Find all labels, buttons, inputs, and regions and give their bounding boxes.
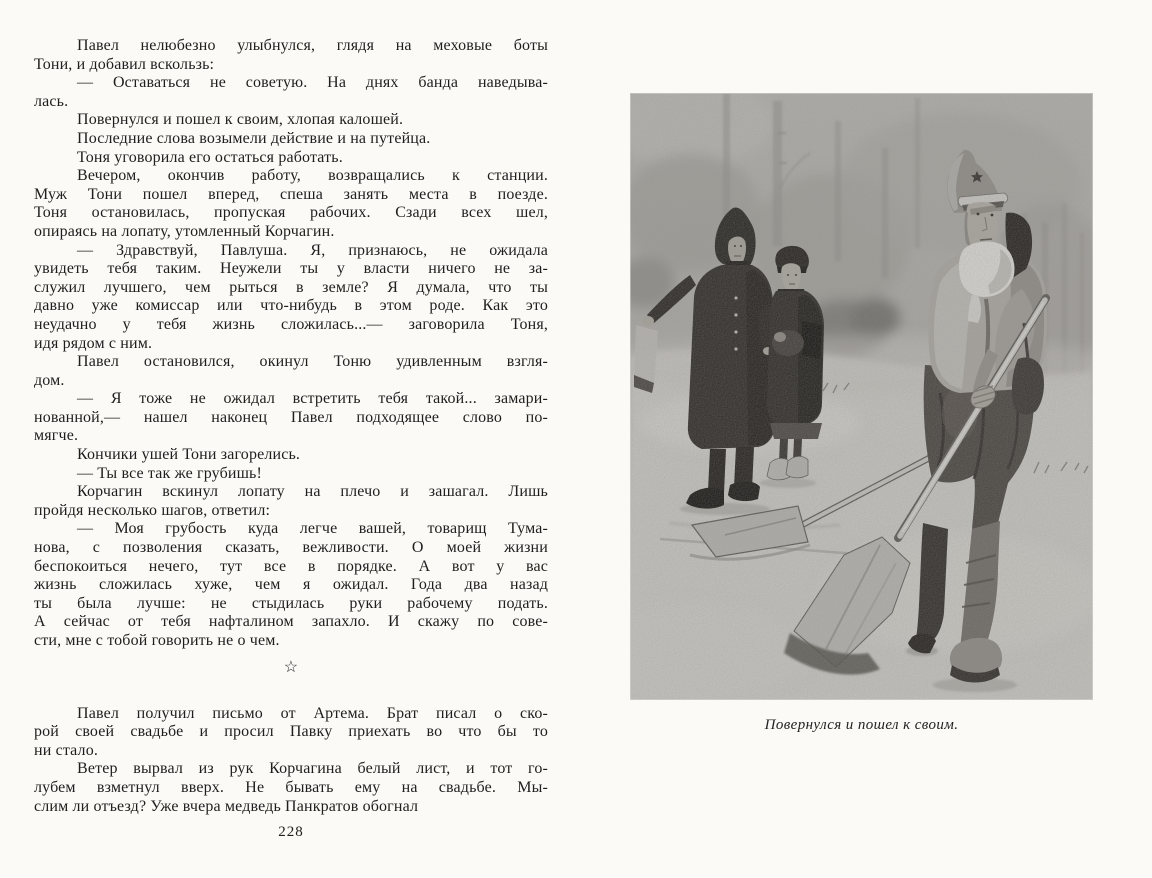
text-line: рой своей свадьбе и просил Павку приехать во что бы то <box>34 723 548 741</box>
paragraph <box>34 74 548 111</box>
text-line: Павел остановился, окинул Тоню удивленным взгля- <box>77 353 548 371</box>
paragraph <box>34 130 548 149</box>
text-line: мягче. <box>34 427 79 445</box>
text-line: Последние слова возымели действие и на путейца. <box>77 129 431 147</box>
text-line: — Я тоже не ожидал встретить тебя такой... замари- <box>77 390 548 408</box>
text-line: лубем взметнул вверх. Не бывать ему на свадьбе. Мы- <box>34 778 548 796</box>
illustration-caption: Повернулся и пошел к своим. <box>764 717 959 733</box>
text-line: нова, с позволения сказать, вежливости. О моей жизни <box>34 539 548 557</box>
text-line: Тони, и добавил вскользь: <box>34 55 215 73</box>
paragraph <box>34 705 548 761</box>
text-line: неудачно у тебя жизнь сложилась...— заговорила Тоня, <box>34 315 548 333</box>
text-line: нованной,— нашел наконец Павел подходящее слово по- <box>34 408 548 426</box>
paragraph <box>34 520 548 650</box>
paragraph <box>34 390 548 446</box>
illustration <box>630 93 1093 700</box>
text-line: Кончики ушей Тони загорелись. <box>77 446 301 464</box>
text-line: лась. <box>34 92 69 110</box>
text-line: сти, мне с тобой говорить не о чем. <box>34 632 280 649</box>
text-line: Муж Тони пошел вперед, спеша занять места в поезде. <box>34 185 548 203</box>
paragraph <box>34 760 548 816</box>
text-line: Ветер вырвал из рук Корчагина белый лист, и тот го- <box>77 760 548 778</box>
text-line: Павел нелюбезно улыбнулся, глядя на меховые боты <box>77 37 548 54</box>
text-line: — Оставаться не советую. На днях банда наведыва- <box>77 74 548 92</box>
text-line: Вечером, окончив работу, возвращались к станции. <box>77 167 548 185</box>
text-line: служил лучшего, чем рыться в земле? Я думала, что ты <box>34 278 548 296</box>
paragraph <box>34 446 548 465</box>
text-line: Корчагин вскинул лопату на плечо и зашагал. Лишь <box>77 483 548 501</box>
text-line: пройдя несколько шагов, ответил: <box>34 501 271 519</box>
grain-texture <box>630 93 1093 700</box>
text-line: идя рядом с ним. <box>34 334 153 352</box>
text-line: жизнь сложилась хуже, чем я ожидал. Года два назад <box>34 576 548 594</box>
paragraph <box>34 167 548 241</box>
page-number: 228 <box>278 824 304 840</box>
paragraph <box>34 37 548 74</box>
text-line: Повернулся и пошел к своим, хлопая калошей. <box>77 111 404 129</box>
text-line: Тоня уговорила его остаться работать. <box>77 148 343 166</box>
text-line: — Ты все так же грубишь! <box>77 464 262 482</box>
text-line: — Моя грубость куда легче вашей, товарищ Тума- <box>77 520 548 538</box>
paragraph <box>34 483 548 520</box>
paragraph <box>34 353 548 390</box>
text-line: беспокоиться нечего, тут все в порядке. А вот у вас <box>34 557 548 575</box>
paragraph <box>34 242 548 354</box>
text-column <box>34 37 548 816</box>
paragraph <box>34 111 548 130</box>
paragraph <box>34 149 548 168</box>
text-line: слим ли отъезд? Уже вчера медведь Панкратов обогнал <box>34 797 419 815</box>
section-divider-star: ☆ <box>283 658 299 676</box>
text-line: А сейчас от тебя нафталином запахло. И скажу по сове- <box>34 613 548 631</box>
text-line: давно уже комиссар или что-нибудь в этом роде. Как это <box>34 297 548 315</box>
text-line: — Здравствуй, Павлуша. Я, признаюсь, не ожидала <box>77 241 548 259</box>
text-line: ты была лучше: не стыдилась руки рабочему подать. <box>34 594 548 612</box>
paragraph <box>34 465 548 484</box>
text-line: Павел получил письмо от Артема. Брат писал о ско- <box>77 704 548 722</box>
text-line: увидеть тебя таким. Неужели ты у власти ничего не за- <box>34 260 548 278</box>
text-line: Тоня остановилась, пропуская рабочих. Сзади всех шел, <box>34 204 548 222</box>
text-line: ни стало. <box>34 741 98 759</box>
text-line: опираясь на лопату, утомленный Корчагин. <box>34 222 335 240</box>
text-line: дом. <box>34 371 65 389</box>
